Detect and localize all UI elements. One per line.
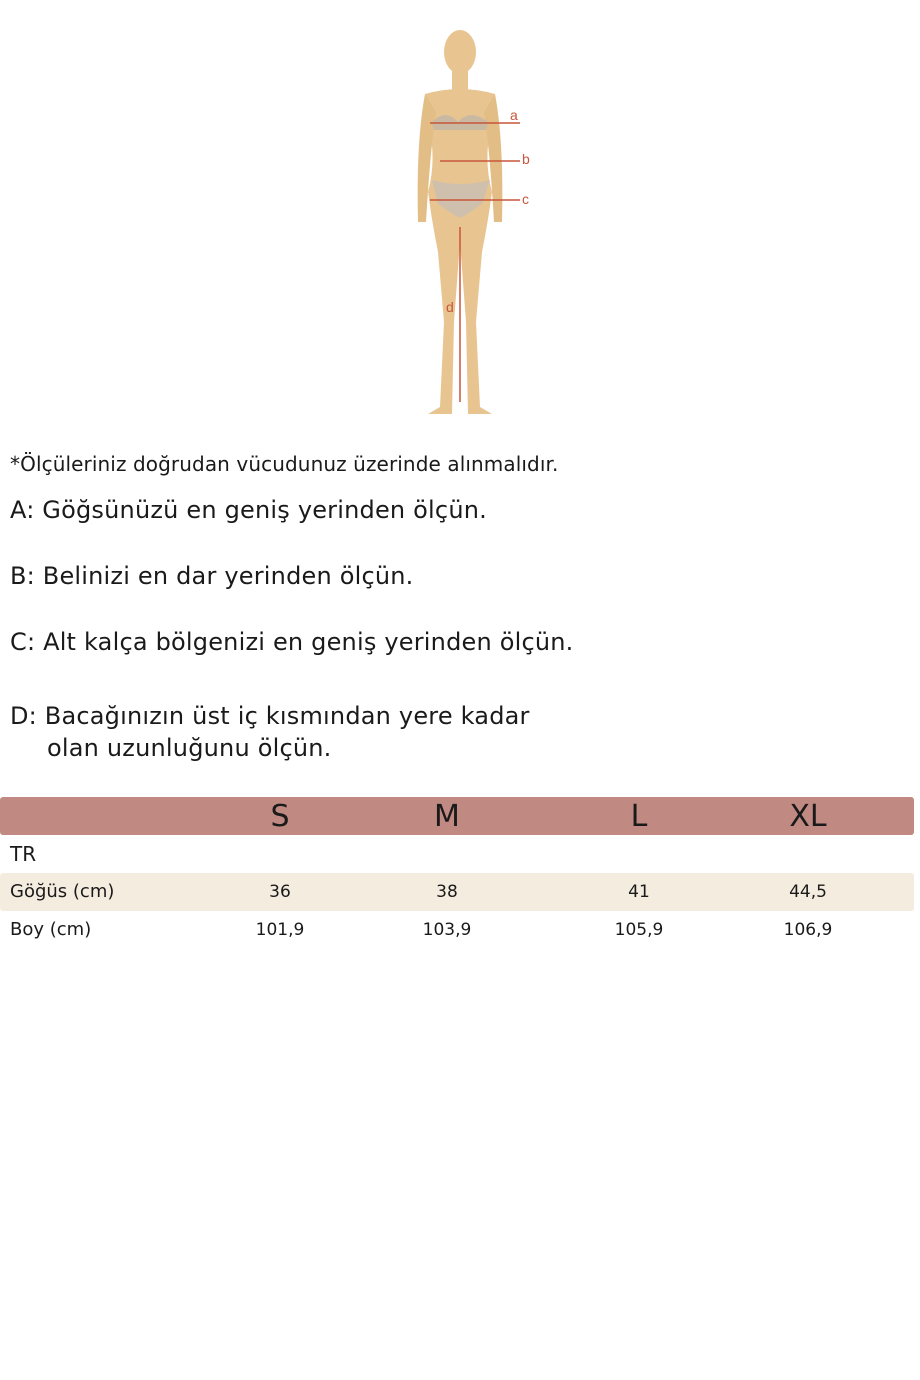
marker-c: c	[522, 191, 529, 207]
chest-xl: 44,5	[789, 882, 827, 902]
region-label: TR	[10, 842, 37, 866]
table-row-length	[0, 911, 914, 949]
length-l: 105,9	[614, 920, 664, 940]
region-row	[0, 835, 914, 873]
size-table	[0, 797, 914, 949]
size-header-row	[0, 797, 914, 835]
measurement-note: *Ölçüleriniz doğrudan vücudunuz üzerinde alınmalıdır.	[10, 452, 559, 476]
row-label-chest: Göğüs (cm)	[10, 881, 115, 902]
size-header-m: M	[434, 799, 460, 834]
size-header-xl: XL	[789, 799, 827, 834]
figure-neck	[452, 70, 468, 90]
chest-l: 41	[628, 882, 650, 902]
row-label-length: Boy (cm)	[10, 919, 92, 940]
figure-head	[444, 30, 476, 74]
marker-a: a	[510, 107, 518, 123]
instruction-c: C: Alt kalça bölgenizi en geniş yerinden ölçün.	[10, 628, 574, 656]
instruction-d-line1: D: Bacağınızın üst iç kısmından yere kadar	[10, 702, 530, 730]
chest-m: 38	[436, 882, 458, 902]
marker-b: b	[522, 151, 530, 167]
length-s: 101,9	[255, 920, 305, 940]
table-row-chest	[0, 873, 914, 911]
instruction-b: B: Belinizi en dar yerinden ölçün.	[10, 562, 414, 590]
size-header-s: S	[270, 799, 290, 834]
size-header-l: L	[630, 799, 648, 834]
chest-s: 36	[269, 882, 291, 902]
instruction-a: A: Göğsünüzü en geniş yerinden ölçün.	[10, 496, 487, 524]
body-measurement-diagram	[380, 22, 580, 422]
marker-d: d	[446, 299, 454, 315]
instruction-d	[10, 700, 530, 764]
length-m: 103,9	[422, 920, 472, 940]
instruction-d-line2: olan uzunluğunu ölçün.	[47, 734, 332, 762]
mannequin-figure	[380, 22, 580, 422]
figure-torso	[425, 89, 495, 192]
length-xl: 106,9	[783, 920, 833, 940]
